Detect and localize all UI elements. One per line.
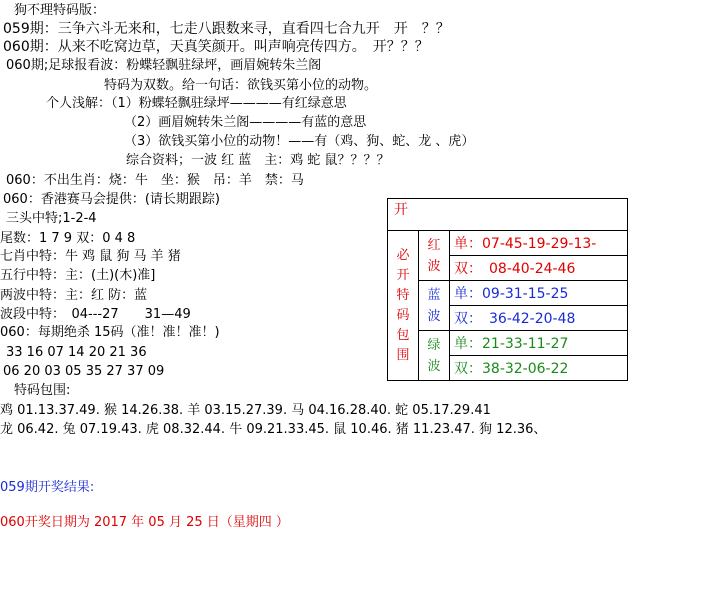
green-double: 双：38-32-06-22 <box>450 356 628 381</box>
note-1: 个人浅解：（1）粉蝶轻飘驻绿坪————有红绿意思 <box>46 96 347 111</box>
red-single: 单：07-45-19-29-13- <box>450 231 628 256</box>
result-title: 059期开奖结果: <box>0 480 95 495</box>
numbers-row-1: 33 16 07 14 20 21 36 <box>6 345 147 360</box>
seven-zodiac: 七肖中特：牛 鸡 鼠 狗 马 羊 猪 <box>0 249 181 264</box>
numbers-row-2: 06 20 03 05 35 27 37 09 <box>3 364 165 379</box>
two-waves: 两波中特：主：红 防：蓝 <box>0 288 148 303</box>
five-elements: 五行中特：主：(土)(木)准] <box>0 268 156 283</box>
green-single: 单：21-33-11-27 <box>450 331 628 356</box>
blue-single: 单：09-31-15-25 <box>450 281 628 306</box>
line-hk: 060：香港赛马会提供：(请长期跟踪) <box>3 192 220 207</box>
kill-15: 060：每期绝杀 15码（准！准！准！) <box>0 325 220 340</box>
zodiac-row-1: 鸡 01.13.37.49. 猴 14.26.38. 羊 03.15.27.39. 马 04.16.28.40. 蛇 05.17.29.41 <box>0 403 491 418</box>
tail-numbers: 尾数：1 7 9 双：0 4 8 <box>0 231 136 246</box>
note-3: （3）欲钱买第小位的动物！——有（鸡、狗、蛇、龙 、虎） <box>124 134 475 149</box>
line-059: 059期：三争六斗无来和，七走八跟数来寻，直看四七合九开 开 ？？ <box>3 21 450 37</box>
three-head: 三头中特;1-2-4 <box>6 211 97 226</box>
zodiac-row-2: 龙 06.42. 兔 07.19.43. 虎 08.32.44. 牛 09.21.33.45. 鼠 10.46. 猪 11.23.47. 狗 12.36、 <box>0 422 547 437</box>
line-hint: 特码为双数。给一句话：欲钱买第小位的动物。 <box>104 78 378 93</box>
special-title: 特码包围: <box>14 383 71 398</box>
line-060-riddle: 060期：从来不吃窝边草，天真笑颜开。叫声响亮传四方。 开？？？ <box>3 39 429 55</box>
header: 狗不理特码版： <box>14 3 106 18</box>
blue-wave-label: 蓝 波 <box>419 281 450 331</box>
line-not-zodiac: 060：不出生肖：烧：牛 坐：猴 吊：羊 禁：马 <box>6 173 304 188</box>
table-head: 开 <box>388 199 628 231</box>
wave-segment: 波段中特： 04---27 31—49 <box>0 307 191 322</box>
draw-date: 060开奖日期为 2017 年 05 月 25 日（星期四 ） <box>0 515 289 530</box>
red-double: 双： 08-40-24-46 <box>450 256 628 281</box>
note-2: （2）画眉婉转朱兰阁————有蓝的意思 <box>124 115 367 130</box>
side-label: 必 开 特 码 包 围 <box>388 231 419 381</box>
note-4: 综合资料；一波 红 蓝 主：鸡 蛇 鼠？？？？ <box>126 153 390 168</box>
red-wave-label: 红 波 <box>419 231 450 281</box>
blue-double: 双： 36-42-20-48 <box>450 306 628 331</box>
line-060-football: 060期;足球报看波：粉蝶轻飘驻绿坪，画眉婉转朱兰阁 <box>6 58 322 73</box>
special-code-table <box>387 198 628 381</box>
green-wave-label: 绿 波 <box>419 331 450 381</box>
